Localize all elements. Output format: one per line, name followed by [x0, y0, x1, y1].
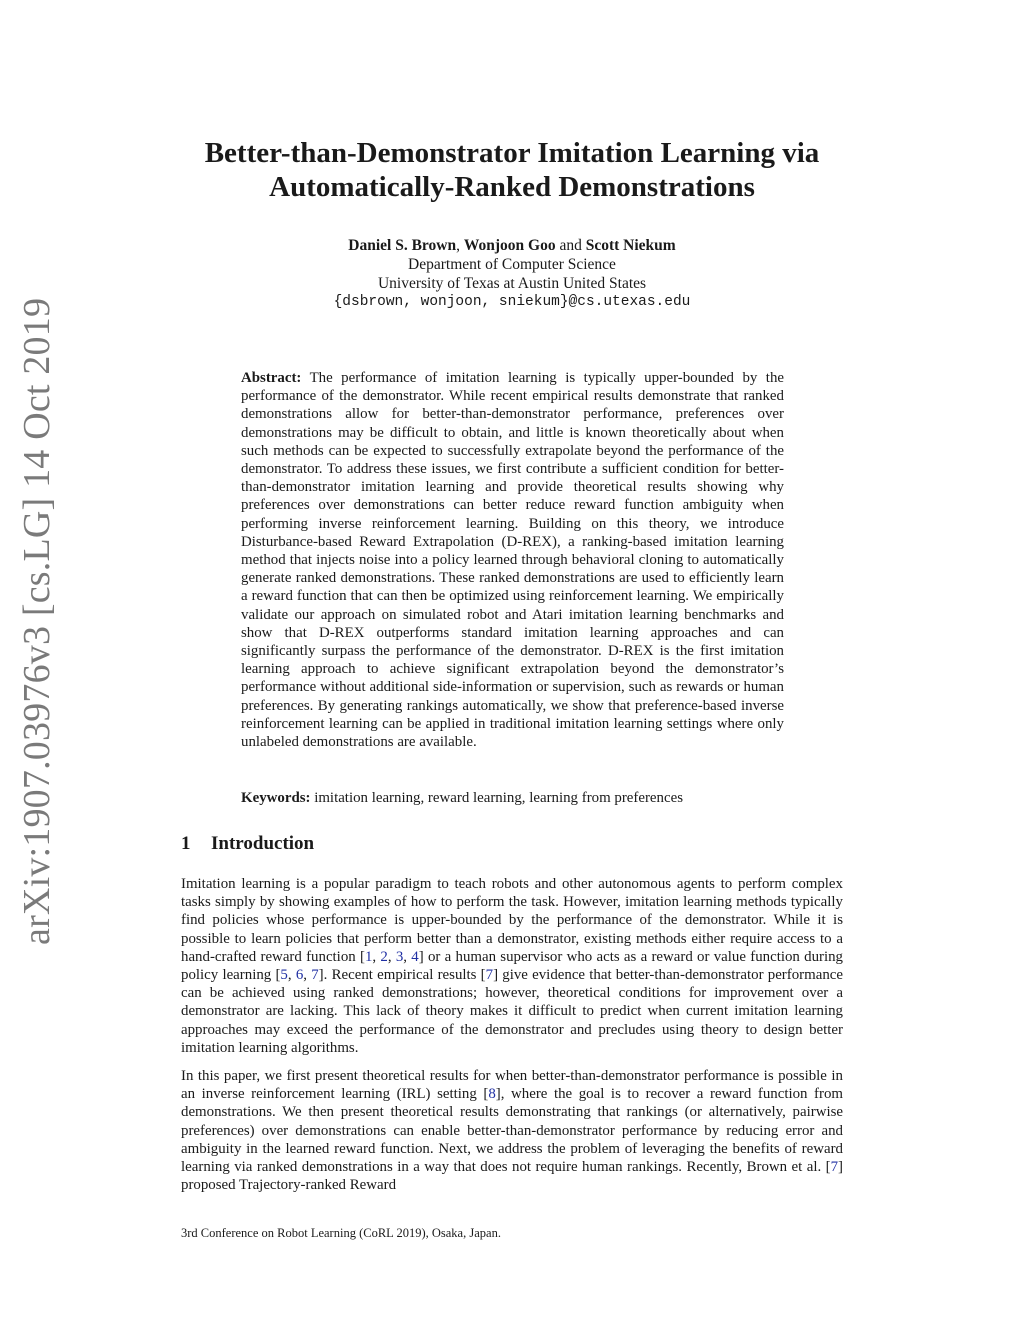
- citation-link[interactable]: 7: [485, 967, 494, 984]
- author-emails: {dsbrown, wonjoon, sniekum}@cs.utexas.edu: [333, 294, 691, 310]
- arxiv-identifier-stamp: arXiv:1907.03976v3 [cs.LG] 14 Oct 2019: [16, 297, 58, 945]
- intro-paragraph-1: [181, 875, 843, 1057]
- section-title: Introduction: [211, 833, 315, 854]
- abstract-label: Abstract:: [241, 370, 302, 386]
- citation-link[interactable]: 2: [380, 948, 388, 965]
- citation-link[interactable]: 5: [280, 967, 288, 984]
- citation-separator: ,: [287, 967, 296, 984]
- paragraph-text: ] give evidence that better-than-demonstrator performance can be achieved using ranked demonstrations; however, theoretical conditions for improvement over a demonstrator are lacking. This lack of theory makes it difficult to predict when current imitation learning approaches may exceed the performance of the demonstrator and precludes using theory to design better imitation learning algorithms.: [181, 967, 843, 1056]
- keywords-label: Keywords:: [241, 790, 311, 806]
- citation-link[interactable]: 1: [364, 948, 373, 965]
- citation-separator: ,: [387, 948, 396, 965]
- author-department: Department of Computer Science: [408, 256, 616, 273]
- author-separator: ,: [456, 237, 464, 254]
- author-name: Scott Niekum: [585, 237, 676, 254]
- author-university: University of Texas at Austin United States: [377, 275, 647, 292]
- citation-link[interactable]: 3: [395, 948, 404, 965]
- paragraph-text: ] or a human supervisor who acts as a reward or value function during policy learning [: [181, 948, 843, 984]
- abstract-text: The performance of imitation learning is typically upper-bounded by the performance of the demonstrator. While recent empirical results demonstrate that ranked demonstrations allow for better-than-demonstrator performance, preferences over demonstrations may be difficult to obtain, and little is known theoretically about when such methods can be expected to successfully extrapolate beyond the performance of the demonstrator. To address these issues, we first contribute a sufficient condition for better-than-demonstrator imitation learning and provide theoretical results showing why preferences over demonstrations can better reduce reward function ambiguity when performing inverse reinforcement learning. Building on this theory, we introduce Disturbance-based Reward Extrapolation (D-REX), a ranking-based imitation learning method that injects noise into a policy learned through behavioral cloning to automatically generate ranked demonstrations. These ranked demonstrations are used to efficiently learn a reward function that can then be optimized using reinforcement learning. We empirically validate our approach on simulated robot and Atari imitation learning benchmarks and show that D-REX outperforms standard imitation learning approaches and can significantly surpass the performance of the demonstrator. D-REX is the first imitation learning approach to achieve significant extrapolation beyond the demonstrator’s performance without additional side-information or supervision, such as rewards or human preferences. By generating rankings automatically, we show that preference-based inverse reinforcement learning can be applied in traditional imitation learning settings where only unlabeled demonstrations are available.: [241, 370, 784, 751]
- author-block: [150, 236, 874, 312]
- section-heading-introduction: [181, 832, 314, 856]
- paragraph-text: ], where the goal is to recover a reward function from demonstrations. We then present theoretical results demonstrating that rankings (or alternatively, pairwise preferences) over demonstrations can enable better-than-demonstrator performance by reducing error and ambiguity in the learned reward function. Next, we address the problem of leveraging the benefits of reward learning via ranked demonstrations in a way that does not require human rankings. Recently, Brown et al. [: [181, 1086, 843, 1176]
- keywords: [241, 789, 784, 807]
- author-names: [150, 236, 874, 255]
- author-name: Daniel S. Brown: [348, 237, 457, 254]
- title-line-2: Automatically-Ranked Demonstrations: [269, 171, 755, 203]
- paragraph-text: ]. Recent empirical results [: [318, 967, 486, 984]
- paragraph-text: In this paper, we first present theoretical results for when better-than-demonstrator performance is possible in an inverse reinforcement learning (IRL) setting [: [181, 1068, 843, 1103]
- abstract: [241, 369, 784, 751]
- conference-footnote: 3rd Conference on Robot Learning (CoRL 2019), Osaka, Japan.: [181, 1226, 501, 1240]
- author-name: Wonjoon Goo: [463, 237, 556, 254]
- citation-separator: ,: [372, 948, 381, 965]
- author-separator: and: [555, 237, 586, 254]
- citation-link[interactable]: 8: [488, 1086, 496, 1103]
- paragraph-text: Imitation learning is a popular paradigm to teach robots and other autonomous agents to perform complex tasks simply by showing examples of how to perform the task. However, imitation learning methods typically find policies whose performance is upper-bounded by the performance of the demonstrator. While it is possible to learn policies that perform better than a demonstrator, existing methods either require access to a hand-crafted reward function [: [181, 876, 843, 965]
- intro-paragraph-2: [181, 1067, 843, 1194]
- citation-separator: ,: [403, 948, 412, 965]
- citation-link[interactable]: 4: [411, 948, 419, 965]
- paper-title: [150, 136, 874, 204]
- citation-separator: ,: [303, 967, 312, 984]
- citation-link[interactable]: 7: [311, 967, 319, 984]
- paragraph-text: ] proposed Trajectory-ranked Reward: [181, 1159, 843, 1194]
- citation-link[interactable]: 7: [830, 1159, 839, 1176]
- title-line-1: Better-than-Demonstrator Imitation Learning via: [204, 137, 820, 169]
- section-number: 1: [181, 833, 191, 854]
- citation-link[interactable]: 6: [295, 967, 304, 984]
- keywords-text: imitation learning, reward learning, learning from preferences: [310, 790, 684, 806]
